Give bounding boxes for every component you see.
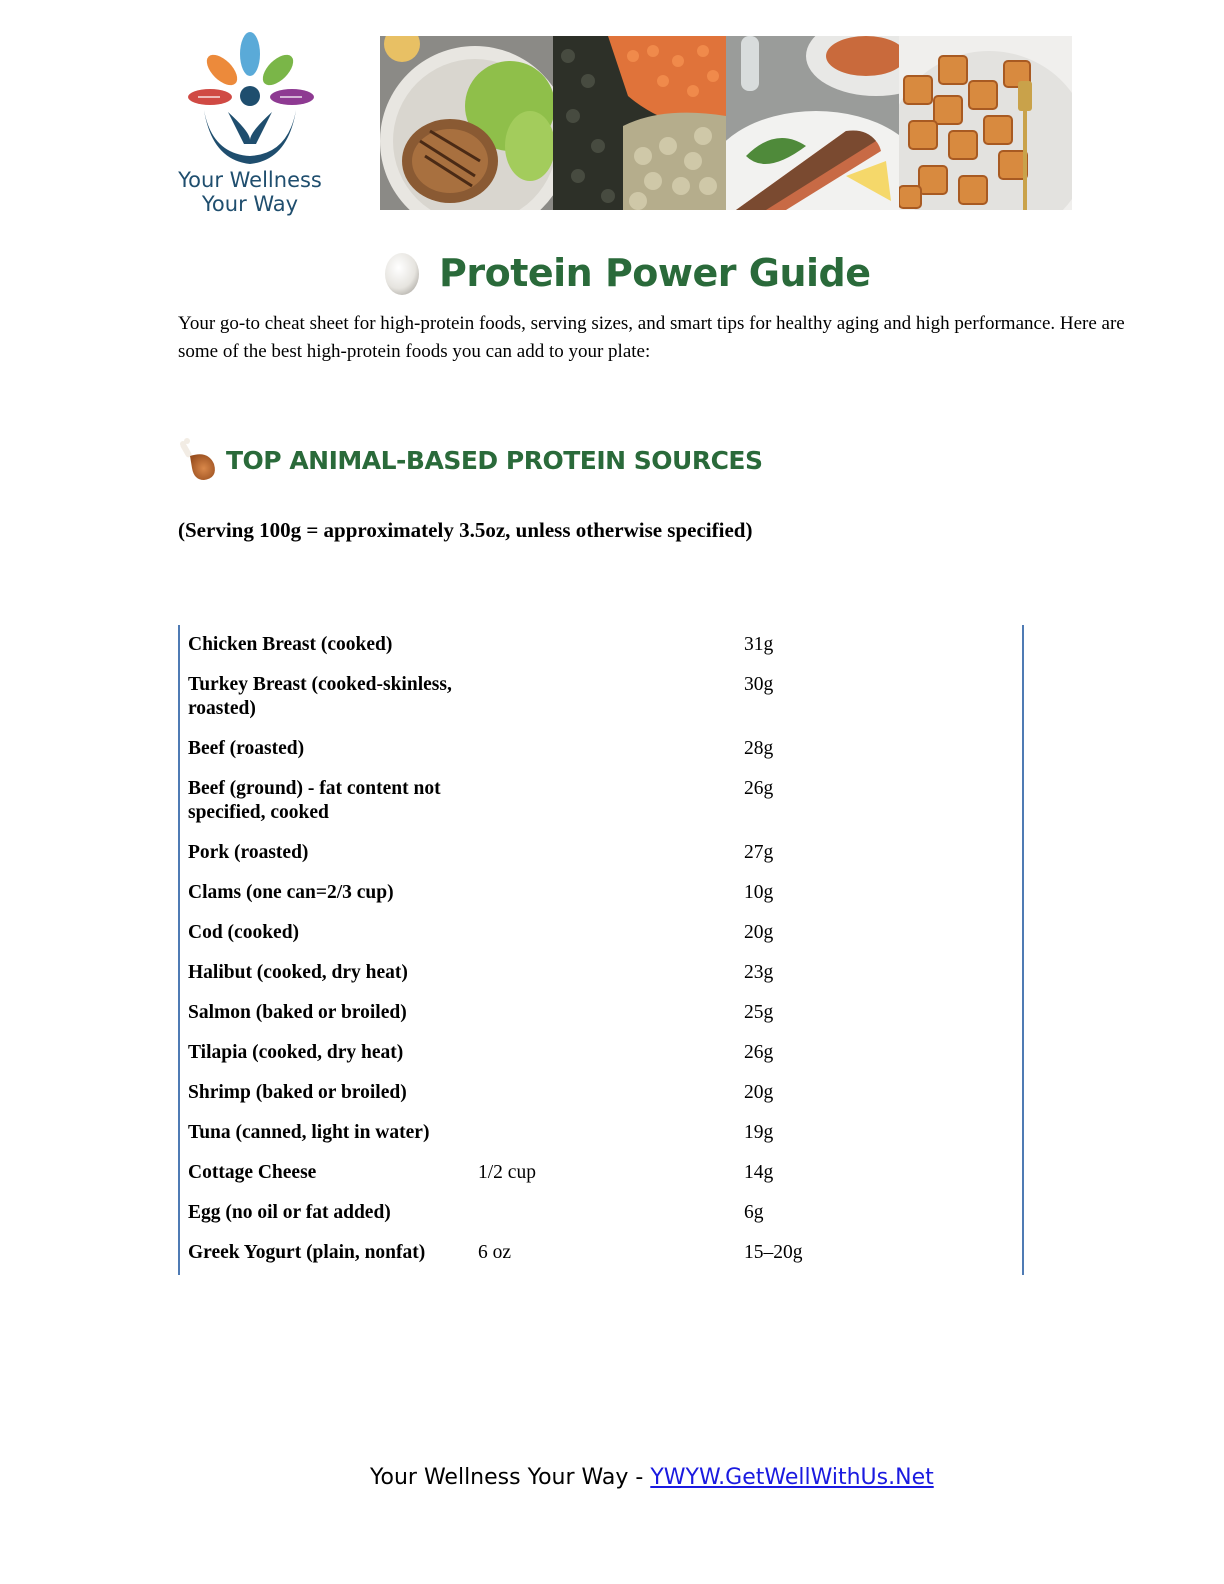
serving-size-cell (478, 997, 744, 1037)
serving-size-cell (478, 837, 744, 877)
serving-size-cell (478, 1037, 744, 1077)
drumstick-icon (178, 438, 220, 482)
serving-size-cell: 6 oz (478, 1242, 512, 1263)
section-heading-row (178, 438, 763, 482)
food-name-cell: Turkey Breast (cooked-skinless, roasted) (188, 674, 452, 719)
serving-size-cell: 1/2 cup (478, 1162, 536, 1183)
food-name-cell: Tilapia (cooked, dry heat) (188, 1042, 404, 1063)
food-photo-banner (380, 36, 1072, 210)
page-title: Protein Power Guide (439, 251, 871, 295)
food-name-cell: Pork (roasted) (188, 842, 309, 863)
serving-size-cell (478, 1197, 744, 1237)
protein-amount-cell: 6g (744, 1202, 764, 1223)
protein-amount-cell: 31g (744, 634, 774, 655)
serving-size-cell (478, 733, 744, 773)
table-row (188, 1157, 944, 1197)
tofu-photo (899, 36, 1072, 210)
table-row (188, 917, 944, 957)
wellness-tree-icon (182, 32, 322, 172)
salmon-photo (726, 36, 899, 210)
food-name-cell: Halibut (cooked, dry heat) (188, 962, 408, 983)
protein-amount-cell: 19g (744, 1122, 774, 1143)
food-name-cell: Shrimp (baked or broiled) (188, 1082, 407, 1103)
food-name-cell: Egg (no oil or fat added) (188, 1202, 391, 1223)
protein-amount-cell: 26g (744, 1042, 774, 1063)
protein-amount-cell: 20g (744, 1082, 774, 1103)
food-name-cell: Cod (cooked) (188, 922, 300, 943)
protein-amount-cell: 10g (744, 882, 774, 903)
logo-text-line2: Your Way (201, 192, 299, 216)
serving-size-cell (478, 957, 744, 997)
food-name-cell: Cottage Cheese (188, 1162, 317, 1183)
food-name-cell: Beef (roasted) (188, 738, 305, 759)
chicken-salad-photo (380, 36, 553, 210)
logo-text-line1: Your Wellness (178, 168, 322, 192)
food-name-cell: Clams (one can=2/3 cup) (188, 882, 394, 903)
serving-size-cell (478, 877, 744, 917)
serving-size-cell (478, 1077, 744, 1117)
protein-amount-cell: 30g (744, 674, 774, 695)
food-name-cell: Chicken Breast (cooked) (188, 634, 393, 655)
food-name-cell: Beef (ground) - fat content not specified, cooked (188, 778, 441, 823)
table-row (188, 957, 944, 997)
protein-table (178, 625, 1024, 1275)
protein-amount-cell: 28g (744, 738, 774, 759)
protein-amount-cell: 15–20g (744, 1242, 803, 1263)
serving-note: (Serving 100g = approximately 3.5oz, unless otherwise specified) (178, 518, 753, 542)
intro-paragraph: Your go-to cheat sheet for high-protein foods, serving sizes, and smart tips for healthy aging and high performance. Here are some of the best high-protein foods you can add to your plate: (178, 313, 1125, 362)
serving-size-cell (478, 917, 744, 957)
table-row (188, 837, 944, 877)
protein-amount-cell: 20g (744, 922, 774, 943)
table-row (188, 1197, 944, 1237)
footer (370, 1465, 934, 1490)
table-row (188, 1077, 944, 1117)
table-row (188, 997, 944, 1037)
table-row (188, 1237, 944, 1277)
egg-icon (383, 250, 421, 296)
section-title: TOP ANIMAL-BASED PROTEIN SOURCES (226, 445, 763, 475)
website-link[interactable]: YWYW.GetWellWithUs.Net (650, 1465, 934, 1490)
footer-text: Your Wellness Your Way - (370, 1465, 651, 1490)
table-row (188, 1117, 944, 1157)
food-name-cell: Greek Yogurt (plain, nonfat) (188, 1242, 426, 1263)
serving-size-cell (478, 669, 744, 733)
page-title-row (383, 246, 871, 300)
protein-amount-cell: 25g (744, 1002, 774, 1023)
serving-size-cell (478, 773, 744, 837)
lentils-photo (553, 36, 726, 210)
serving-size-cell (478, 629, 744, 669)
brand-logo (160, 30, 350, 225)
protein-amount-cell: 26g (744, 778, 774, 799)
table-row (188, 733, 944, 773)
table-row (188, 669, 944, 733)
table-row (188, 877, 944, 917)
serving-size-cell (478, 1117, 744, 1157)
table-row (188, 1037, 944, 1077)
food-name-cell: Salmon (baked or broiled) (188, 1002, 407, 1023)
table-row (188, 629, 944, 669)
protein-amount-cell: 14g (744, 1162, 774, 1183)
protein-amount-cell: 27g (744, 842, 774, 863)
protein-amount-cell: 23g (744, 962, 774, 983)
table-row (188, 773, 944, 837)
food-name-cell: Tuna (canned, light in water) (188, 1122, 430, 1143)
